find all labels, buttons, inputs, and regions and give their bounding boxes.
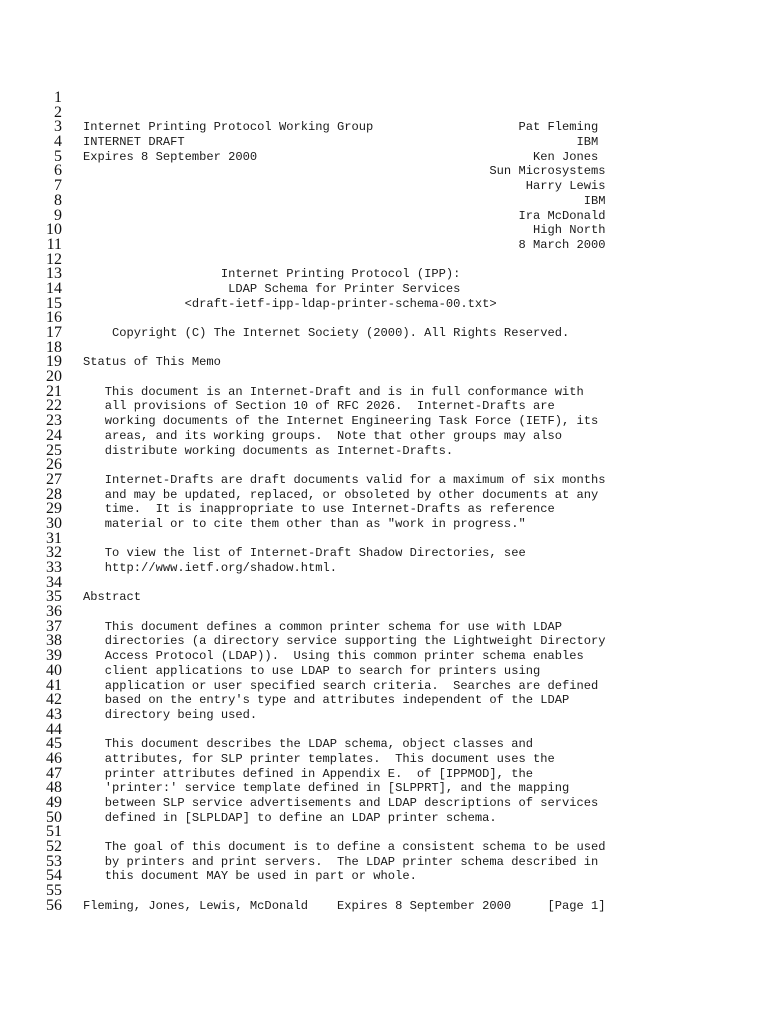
- document-line: [0, 193, 770, 208]
- line-number: 31: [46, 529, 62, 547]
- line-text: based on the entry's type and attributes independent of the LDAP: [83, 693, 570, 708]
- line-number: 12: [46, 250, 62, 268]
- document-line: [0, 487, 770, 502]
- line-text: This document is an Internet-Draft and is in full conformance with: [83, 384, 584, 399]
- document-line: [0, 398, 770, 413]
- document-line: [0, 766, 770, 781]
- document-line: [0, 648, 770, 663]
- line-number: 33: [46, 559, 62, 576]
- line-text: directory being used.: [83, 707, 258, 722]
- document-line: [0, 854, 770, 869]
- line-number: 21: [46, 382, 62, 400]
- line-text: by printers and print servers. The LDAP printer schema described in: [83, 854, 599, 869]
- line-text: 8 March 2000: [83, 237, 606, 252]
- document-line: [0, 633, 770, 648]
- line-number: 36: [46, 603, 62, 621]
- line-number: 27: [46, 470, 62, 488]
- document-line: [0, 208, 770, 223]
- line-number: 43: [46, 705, 62, 723]
- document-line: [0, 692, 770, 707]
- document-page: [0, 90, 770, 913]
- line-number: 44: [46, 720, 62, 738]
- line-number: 35: [46, 588, 62, 606]
- line-text: all provisions of Section 10 of RFC 2026. Internet-Drafts are: [83, 399, 555, 414]
- line-number: 23: [46, 412, 62, 430]
- line-text: directories (a directory service supporting the Lightweight Directory: [83, 634, 606, 649]
- line-number: 50: [46, 808, 62, 826]
- document-line: [0, 296, 770, 311]
- line-text: time. It is inappropriate to use Internet-Drafts as reference: [83, 502, 555, 517]
- line-text: attributes, for SLP printer templates. This document uses the: [83, 751, 555, 766]
- line-text: distribute working documents as Internet-Drafts.: [83, 443, 454, 458]
- line-number: 4: [54, 133, 62, 151]
- line-number: 13: [46, 265, 62, 283]
- document-line: [0, 237, 770, 252]
- line-text: High North: [83, 223, 606, 238]
- line-number: 34: [46, 573, 62, 591]
- line-number: 20: [46, 368, 62, 386]
- line-text: Internet-Drafts are draft documents valid for a maximum of six months: [83, 472, 606, 487]
- line-text: IBM: [83, 193, 606, 208]
- document-line: [0, 545, 770, 560]
- document-line: [0, 105, 770, 120]
- line-number: 14: [46, 279, 62, 297]
- document-line: [0, 589, 770, 604]
- document-line: [0, 222, 770, 237]
- document-line: [0, 369, 770, 384]
- line-text: Internet Printing Protocol (IPP):: [83, 267, 461, 282]
- line-number: 54: [46, 867, 62, 885]
- line-number: 1: [54, 89, 62, 106]
- document-line: [0, 898, 770, 913]
- document-line: [0, 149, 770, 164]
- line-number: 30: [46, 514, 62, 532]
- document-line: [0, 736, 770, 751]
- line-text: material or to cite them other than as "work in progress.": [83, 516, 526, 531]
- line-number: 19: [46, 353, 62, 371]
- line-number: 40: [46, 661, 62, 679]
- line-number: 24: [46, 426, 62, 444]
- document-line: [0, 678, 770, 693]
- line-number: 15: [46, 294, 62, 312]
- document-line: [0, 604, 770, 619]
- line-text: Harry Lewis: [83, 179, 606, 194]
- document-line: [0, 839, 770, 854]
- line-number: 38: [46, 632, 62, 650]
- line-number: 3: [54, 118, 62, 136]
- document-line: [0, 824, 770, 839]
- document-line: [0, 501, 770, 516]
- line-number: 48: [46, 779, 62, 797]
- line-text: this document MAY be used in part or whole.: [83, 869, 417, 884]
- line-text: The goal of this document is to define a consistent schema to be used: [83, 840, 606, 855]
- document-line: [0, 413, 770, 428]
- document-line: [0, 560, 770, 575]
- line-number: 29: [46, 500, 62, 518]
- document-line: [0, 516, 770, 531]
- document-line: [0, 428, 770, 443]
- line-number: 25: [46, 441, 62, 459]
- document-line: [0, 163, 770, 178]
- line-number: 39: [46, 647, 62, 665]
- line-text: printer attributes defined in Appendix E. of [IPPMOD], the: [83, 766, 533, 781]
- line-number: 5: [54, 147, 62, 165]
- line-number: 11: [46, 235, 62, 253]
- document-line: [0, 281, 770, 296]
- line-text: Expires 8 September 2000 Ken Jones: [83, 149, 599, 164]
- line-text: application or user specified search criteria. Searches are defined: [83, 678, 599, 693]
- document-line: [0, 134, 770, 149]
- line-number: 53: [46, 852, 62, 870]
- line-text: To view the list of Internet-Draft Shadow Directories, see: [83, 546, 526, 561]
- line-text: Fleming, Jones, Lewis, McDonald Expires 8 September 2000 [Page 1]: [83, 898, 606, 913]
- document-line: [0, 266, 770, 281]
- document-line: [0, 619, 770, 634]
- line-text: Status of This Memo: [83, 355, 221, 370]
- line-number: 55: [46, 882, 62, 900]
- line-number: 8: [54, 191, 62, 209]
- document-line: [0, 340, 770, 355]
- line-number: 37: [46, 617, 62, 635]
- document-line: [0, 310, 770, 325]
- line-number: 51: [46, 823, 62, 841]
- line-text: Ira McDonald: [83, 208, 606, 223]
- line-number: 22: [46, 397, 62, 415]
- line-text: working documents of the Internet Engineering Task Force (IETF), its: [83, 414, 599, 429]
- line-number: 52: [46, 838, 62, 856]
- line-number: 32: [46, 544, 62, 562]
- document-line: [0, 90, 770, 105]
- document-line: [0, 883, 770, 898]
- line-text: Sun Microsystems: [83, 164, 606, 179]
- line-number: 17: [46, 324, 62, 341]
- document-line: [0, 443, 770, 458]
- line-number: 2: [54, 103, 62, 121]
- line-number: 7: [54, 177, 62, 195]
- document-line: [0, 751, 770, 766]
- line-text: <draft-ietf-ipp-ldap-printer-schema-00.txt>: [83, 296, 497, 311]
- document-line: [0, 810, 770, 825]
- line-number: 45: [46, 735, 62, 753]
- line-number: 49: [46, 794, 62, 811]
- document-line: [0, 722, 770, 737]
- document-line: [0, 472, 770, 487]
- document-line: [0, 707, 770, 722]
- line-text: This document defines a common printer schema for use with LDAP: [83, 619, 562, 634]
- line-number: 18: [46, 338, 62, 356]
- line-text: defined in [SLPLDAP] to define an LDAP printer schema.: [83, 810, 497, 825]
- line-text: http://www.ietf.org/shadow.html.: [83, 561, 338, 575]
- line-number: 56: [46, 896, 62, 914]
- document-line: [0, 178, 770, 193]
- line-number: 47: [46, 764, 62, 782]
- document-line: [0, 384, 770, 399]
- line-text: This document describes the LDAP schema, object classes and: [83, 737, 533, 752]
- line-text: Copyright (C) The Internet Society (2000). All Rights Reserved.: [83, 326, 570, 340]
- document-line: [0, 663, 770, 678]
- line-text: 'printer:' service template defined in [SLPPRT], and the mapping: [83, 781, 570, 796]
- line-number: 6: [54, 162, 62, 180]
- document-line: [0, 780, 770, 795]
- line-text: and may be updated, replaced, or obsoleted by other documents at any: [83, 487, 599, 502]
- document-line: [0, 457, 770, 472]
- document-line: [0, 119, 770, 134]
- line-number: 46: [46, 749, 62, 767]
- line-number: 28: [46, 485, 62, 503]
- line-number: 10: [46, 221, 62, 239]
- document-line: [0, 795, 770, 810]
- line-text: Internet Printing Protocol Working Group Pat Fleming: [83, 120, 599, 135]
- line-text: Abstract: [83, 590, 142, 605]
- line-text: client applications to use LDAP to search for printers using: [83, 663, 541, 678]
- document-line: [0, 531, 770, 546]
- document-line: [0, 868, 770, 883]
- line-text: LDAP Schema for Printer Services: [83, 281, 461, 296]
- document-line: [0, 354, 770, 369]
- line-text: between SLP service advertisements and LDAP descriptions of services: [83, 796, 599, 810]
- line-text: INTERNET DRAFT IBM: [83, 135, 599, 150]
- line-number: 26: [46, 456, 62, 474]
- document-line: [0, 325, 770, 340]
- line-text: Access Protocol (LDAP)). Using this common printer schema enables: [83, 649, 584, 664]
- document-line: [0, 252, 770, 267]
- document-line: [0, 575, 770, 590]
- line-number: 9: [54, 206, 62, 224]
- line-text: areas, and its working groups. Note that other groups may also: [83, 428, 562, 443]
- line-number: 41: [46, 676, 62, 694]
- line-number: 16: [46, 309, 62, 327]
- line-number: 42: [46, 691, 62, 709]
